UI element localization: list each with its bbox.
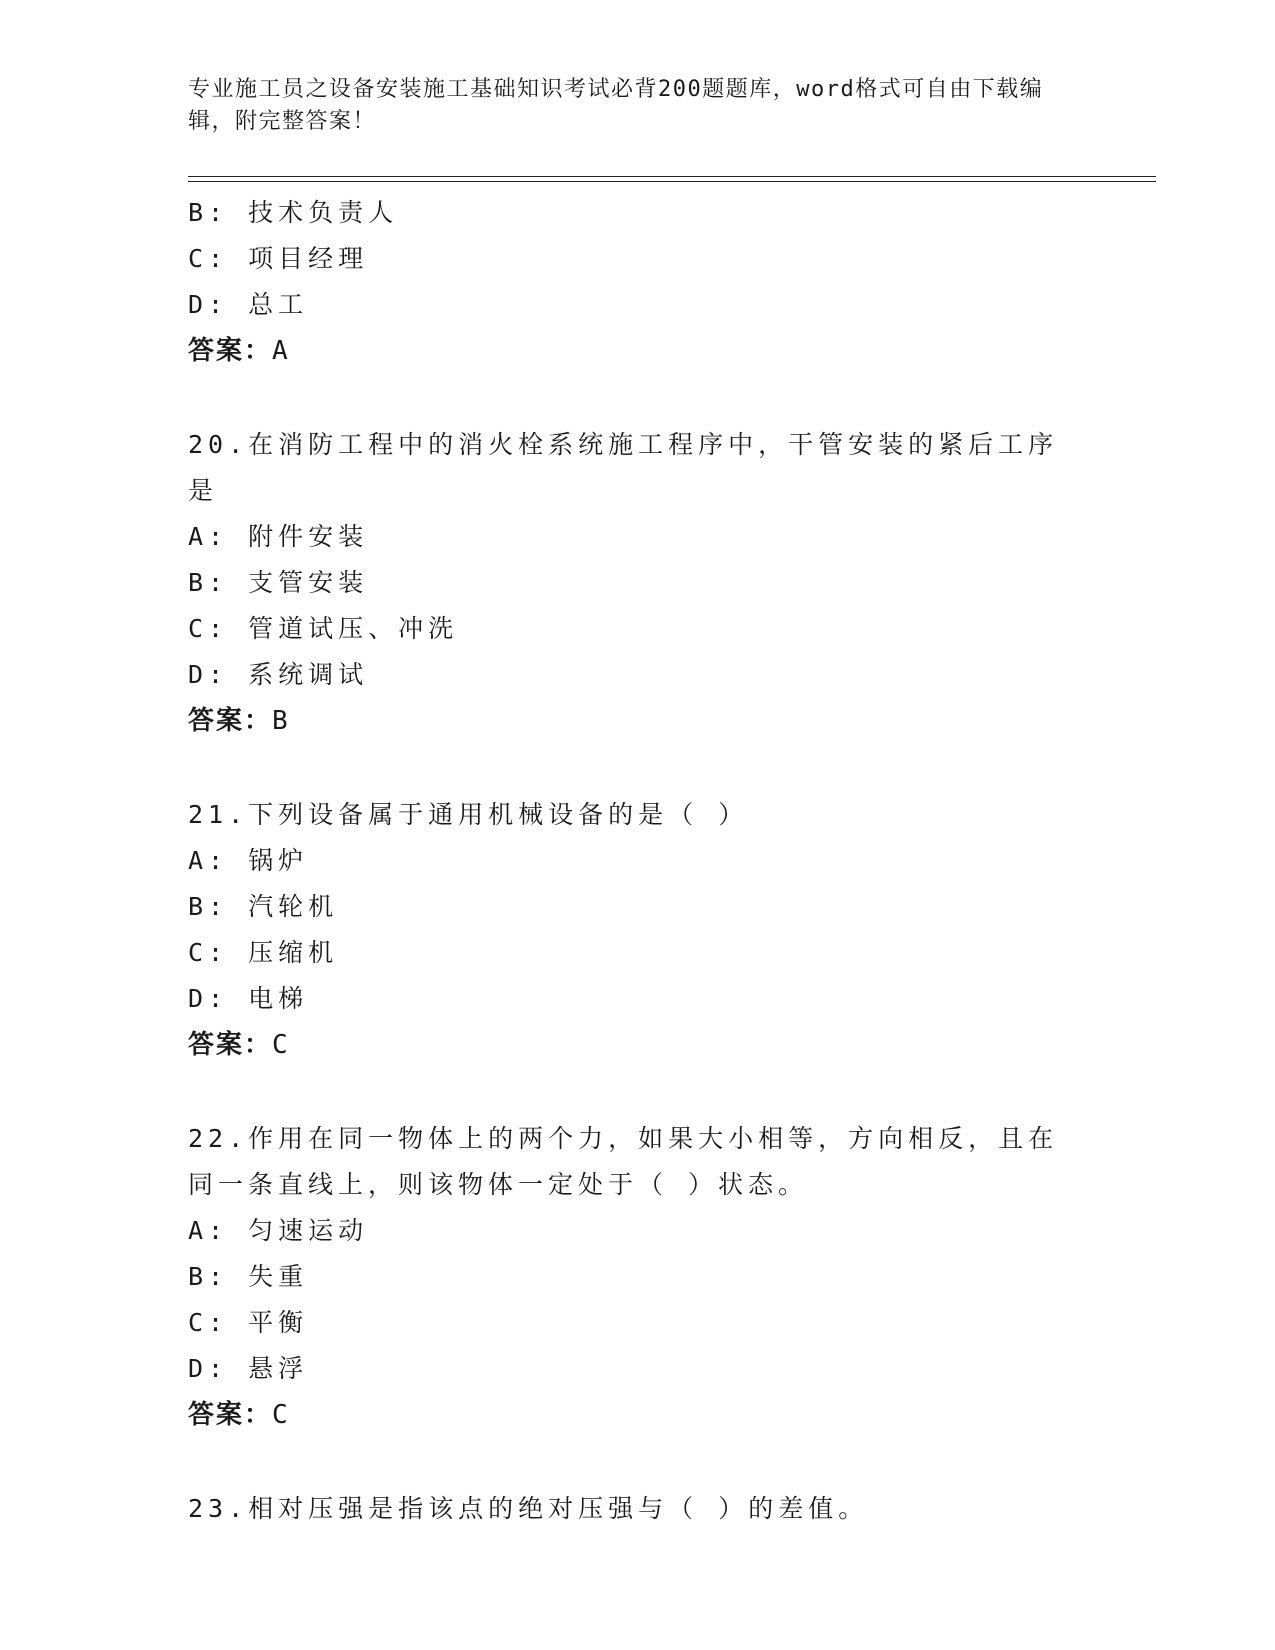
option-line	[188, 838, 1088, 884]
question-23	[188, 1486, 1088, 1532]
answer-value: C	[272, 1400, 290, 1430]
question-list	[188, 190, 1088, 1532]
option-label: D:	[188, 660, 229, 689]
header-divider-bottom	[188, 181, 1156, 182]
document-header-title: 专业施工员之设备安装施工基础知识考试必背200题题库，word格式可自由下载编辑，附完整答案！	[188, 77, 1044, 134]
option-text: 平衡	[248, 1308, 309, 1337]
option-text: 附件安装	[248, 522, 369, 551]
spacer	[188, 374, 1088, 422]
answer-label: 答案：	[188, 336, 273, 366]
header-divider-top	[188, 176, 1156, 177]
option-label: A:	[188, 1216, 229, 1245]
option-label: C:	[188, 1308, 229, 1337]
option-line	[188, 884, 1088, 930]
question-20	[188, 422, 1088, 744]
option-text: 电梯	[248, 984, 309, 1013]
question-text: 23.相对压强是指该点的绝对压强与（ ）的差值。	[188, 1494, 869, 1523]
question-text: 22.作用在同一物体上的两个力，如果大小相等，方向相反，且在同一条直线上，则该物体一定处于（ ）状态。	[188, 1124, 1059, 1199]
option-text: 失重	[248, 1262, 309, 1291]
answer-label: 答案：	[188, 1400, 273, 1430]
answer-label: 答案：	[188, 1030, 273, 1060]
option-label: B:	[188, 198, 229, 227]
question-19-continuation	[188, 190, 1088, 374]
answer-value: B	[272, 706, 290, 736]
option-line	[188, 236, 1088, 282]
question-22	[188, 1116, 1088, 1438]
option-line	[188, 1208, 1088, 1254]
option-line	[188, 282, 1088, 328]
option-line	[188, 1254, 1088, 1300]
option-text: 压缩机	[248, 938, 339, 967]
option-label: A:	[188, 846, 229, 875]
spacer	[188, 1438, 1088, 1486]
option-line	[188, 1300, 1088, 1346]
question-21	[188, 792, 1088, 1068]
spacer	[188, 1068, 1088, 1116]
option-text: 匀速运动	[248, 1216, 369, 1245]
spacer	[188, 744, 1088, 792]
option-label: C:	[188, 938, 229, 967]
option-label: B:	[188, 568, 229, 597]
option-line	[188, 514, 1088, 560]
option-line	[188, 1346, 1088, 1392]
option-text: 支管安装	[248, 568, 369, 597]
option-text: 总工	[248, 290, 309, 319]
answer-line	[188, 1022, 1088, 1068]
option-line	[188, 560, 1088, 606]
option-label: D:	[188, 984, 229, 1013]
option-text: 悬浮	[248, 1354, 309, 1383]
option-text: 项目经理	[248, 244, 369, 273]
option-text: 汽轮机	[248, 892, 339, 921]
answer-value: C	[272, 1030, 290, 1060]
answer-value: A	[272, 336, 290, 366]
option-text: 技术负责人	[248, 198, 399, 227]
option-label: B:	[188, 892, 229, 921]
question-text: 20.在消防工程中的消火栓系统施工程序中，干管安装的紧后工序是	[188, 430, 1059, 505]
answer-line	[188, 698, 1088, 744]
option-line	[188, 930, 1088, 976]
option-line	[188, 190, 1088, 236]
option-text: 锅炉	[248, 846, 309, 875]
option-label: D:	[188, 1354, 229, 1383]
option-label: D:	[188, 290, 229, 319]
option-text: 管道试压、冲洗	[248, 614, 459, 643]
answer-line	[188, 328, 1088, 374]
answer-label: 答案：	[188, 706, 273, 736]
option-label: A:	[188, 522, 229, 551]
option-label: B:	[188, 1262, 229, 1291]
option-text: 系统调试	[248, 660, 369, 689]
option-label: C:	[188, 244, 229, 273]
option-line	[188, 652, 1088, 698]
option-line	[188, 606, 1088, 652]
option-line	[188, 976, 1088, 1022]
option-label: C:	[188, 614, 229, 643]
answer-line	[188, 1392, 1088, 1438]
question-text: 21.下列设备属于通用机械设备的是（ ）	[188, 800, 749, 829]
